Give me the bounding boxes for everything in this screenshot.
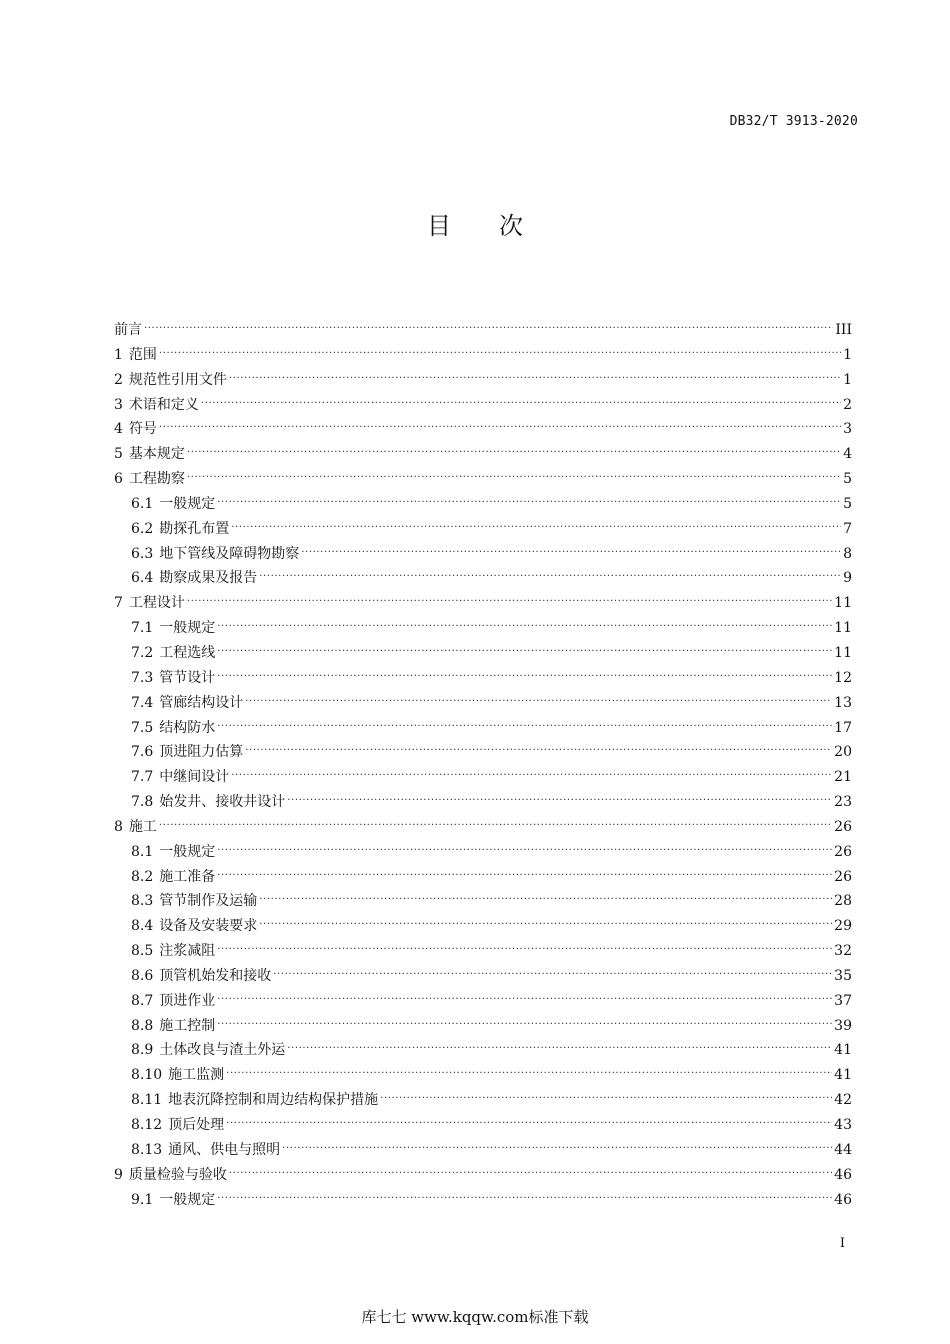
toc-entry-number: 8.10	[131, 1067, 163, 1084]
toc-entry-number: 7.2	[131, 644, 154, 661]
toc-entry-label: 基本规定	[128, 446, 185, 463]
toc-entry-label: 结构防水	[159, 719, 216, 736]
toc-entry-number: 8.5	[131, 943, 154, 960]
toc-entry[interactable]	[114, 641, 852, 666]
toc-entry-page: 12	[834, 669, 852, 686]
toc-entry-page: 21	[834, 769, 852, 786]
toc-entry-number: 6.2	[131, 520, 154, 537]
toc-dot-leader	[231, 767, 832, 781]
toc-entry-label: 注浆减阻	[159, 943, 216, 960]
toc-entry-page: 28	[834, 893, 852, 910]
toc-entry-page: 1	[843, 346, 852, 363]
toc-dot-leader	[217, 494, 841, 508]
toc-entry-number: 8.3	[131, 893, 154, 910]
toc-entry[interactable]	[114, 343, 852, 368]
toc-entry[interactable]	[114, 1063, 852, 1088]
toc-entry-number: 6.1	[131, 495, 154, 512]
toc-dot-leader	[287, 792, 832, 806]
toc-entry-label: 工程勘察	[128, 471, 185, 488]
toc-dot-leader	[217, 718, 832, 732]
toc-dot-leader	[229, 1165, 832, 1179]
toc-entry-page: 5	[843, 495, 852, 512]
toc-dot-leader	[144, 320, 833, 334]
toc-dot-leader	[226, 1115, 832, 1129]
toc-dot-leader	[159, 345, 841, 359]
toc-entry-page: 23	[834, 794, 852, 811]
toc-entry[interactable]	[114, 740, 852, 765]
toc-entry-page: 44	[834, 1141, 852, 1158]
toc-dot-leader	[229, 370, 841, 384]
toc-entry-number: 6.3	[131, 545, 154, 562]
toc-entry-page: 41	[834, 1042, 852, 1059]
toc-entry[interactable]	[114, 591, 852, 616]
toc-entry-page: 7	[843, 520, 852, 537]
toc-entry-label: 规范性引用文件	[128, 371, 227, 388]
toc-entry-number: 6	[114, 471, 123, 488]
toc-entry-page: 11	[834, 620, 852, 637]
toc-entry-page: 11	[834, 644, 852, 661]
toc-entry-label: 施工监测	[168, 1067, 225, 1084]
toc-entry-page: 46	[834, 1166, 852, 1183]
toc-entry[interactable]	[114, 989, 852, 1014]
toc-entry[interactable]	[114, 1014, 852, 1039]
toc-entry-page: 41	[834, 1067, 852, 1084]
toc-entry-number: 8.6	[131, 967, 154, 984]
toc-title	[0, 206, 950, 241]
toc-entry-number: 8.12	[131, 1117, 163, 1133]
toc-entry-number: 3	[114, 396, 123, 413]
toc-dot-leader	[217, 643, 832, 657]
toc-entry-label: 通风、供电与照明	[168, 1141, 281, 1158]
toc-entry[interactable]	[114, 616, 852, 641]
toc-dot-leader	[187, 593, 832, 607]
toc-dot-leader	[201, 395, 841, 409]
toc-entry-page: 5	[843, 471, 852, 488]
toc-entry[interactable]	[114, 542, 852, 567]
toc-entry-page: 46	[834, 1191, 852, 1208]
toc-entry-number: 9	[114, 1166, 123, 1183]
toc-dot-leader	[259, 568, 841, 582]
toc-entry-number: 6.4	[131, 570, 154, 587]
toc-entry[interactable]	[114, 691, 852, 716]
toc-dot-leader	[273, 966, 832, 980]
toc-entry-page: 26	[834, 818, 852, 835]
toc-entry[interactable]	[114, 566, 852, 591]
toc-entry-number: 8.4	[131, 918, 154, 935]
toc-dot-leader	[187, 469, 841, 483]
toc-dot-leader	[301, 544, 841, 558]
toc-entry-label: 施工控制	[159, 1017, 216, 1034]
toc-entry-number: 7.8	[131, 794, 154, 811]
toc-entry-page: 26	[834, 843, 852, 860]
toc-dot-leader	[226, 1065, 832, 1079]
toc-entry[interactable]	[114, 467, 852, 492]
toc-entry[interactable]	[114, 492, 852, 517]
toc-dot-leader	[159, 419, 841, 433]
toc-entry-label: 土体改良与渣土外运	[159, 1042, 286, 1059]
toc-entry-page: 32	[834, 943, 852, 960]
toc-entry-label: 顶管机始发和接收	[159, 967, 272, 984]
toc-entry-number: 8.7	[131, 992, 154, 1009]
toc-entry[interactable]	[114, 790, 852, 815]
toc-entry-number: 7.5	[131, 719, 154, 736]
toc-entry-label: 设备及安装要求	[159, 918, 258, 935]
toc-entry-label: 一般规定	[159, 620, 216, 637]
toc-dot-leader	[217, 991, 832, 1005]
toc-entry-page: 20	[834, 744, 852, 761]
toc-entry-label: 始发井、接收井设计	[159, 794, 286, 811]
toc-entry-number: 5	[114, 446, 123, 463]
toc-entry-label: 一般规定	[159, 843, 216, 860]
toc-entry-number: 8.8	[131, 1017, 154, 1034]
document-code: DB32/T 3913-2020	[729, 114, 858, 129]
toc-entry-page: 9	[843, 570, 852, 587]
toc-entry-number: 2	[114, 371, 123, 388]
toc-entry-label: 中继间设计	[159, 769, 230, 786]
toc-entry[interactable]	[114, 1113, 852, 1138]
toc-entry-label: 前言	[114, 322, 142, 338]
toc-entry[interactable]	[114, 517, 852, 542]
toc-entry[interactable]	[114, 815, 852, 840]
toc-entry-label: 术语和定义	[128, 396, 199, 413]
toc-entry-page: 37	[834, 992, 852, 1009]
toc-dot-leader	[217, 668, 832, 682]
toc-entry[interactable]	[114, 1138, 852, 1163]
toc-dot-leader	[282, 1140, 832, 1154]
toc-entry[interactable]	[114, 1038, 852, 1063]
toc-entry-number: 8.11	[131, 1092, 163, 1109]
toc-dot-leader	[245, 693, 832, 707]
toc-entry-label: 工程设计	[128, 595, 185, 612]
toc-dot-leader	[217, 842, 832, 856]
toc-entry-number: 8.1	[131, 843, 154, 860]
toc-entry-label: 符号	[128, 421, 157, 438]
toc-entry-number: 7	[114, 595, 123, 612]
page-number: I	[839, 1236, 845, 1251]
toc-entry-number: 9.1	[131, 1191, 154, 1208]
toc-entry-page: 42	[834, 1092, 852, 1109]
toc-entry-page: 4	[843, 446, 852, 463]
toc-entry-number: 7.1	[131, 620, 154, 637]
toc-entry-label: 施工准备	[159, 868, 216, 885]
toc-entry-page: 3	[843, 421, 852, 438]
toc-entry-page: 29	[834, 918, 852, 935]
toc-entry-label: 勘察成果及报告	[159, 570, 258, 587]
toc-entry[interactable]	[114, 417, 852, 442]
toc-entry-label: 质量检验与验收	[128, 1166, 227, 1183]
toc-entry-number: 7.7	[131, 769, 154, 786]
toc-entry[interactable]	[114, 1088, 852, 1113]
toc-title-char-1: 目	[427, 212, 451, 240]
toc-entry-page: 39	[834, 1017, 852, 1034]
toc-entry[interactable]	[114, 865, 852, 890]
footer-watermark: 库七七 www.kqqw.com标准下载	[361, 1308, 589, 1326]
toc-entry-number: 7.3	[131, 669, 154, 686]
toc-dot-leader	[159, 817, 832, 831]
toc-entry-label: 管节制作及运输	[159, 893, 258, 910]
toc-entry[interactable]	[114, 1163, 852, 1188]
toc-entry-label: 顶进作业	[159, 992, 216, 1009]
toc-entry-label: 施工	[128, 818, 157, 835]
toc-entry-label: 地下管线及障碍物勘察	[159, 545, 300, 562]
toc-entry-page: 13	[834, 694, 852, 711]
toc-dot-leader	[231, 519, 841, 533]
toc-entry-label: 一般规定	[159, 495, 216, 512]
toc-dot-leader	[287, 1040, 832, 1054]
table-of-contents	[114, 318, 852, 1212]
toc-entry[interactable]	[114, 716, 852, 741]
toc-dot-leader	[217, 867, 832, 881]
toc-entry-page: 26	[834, 868, 852, 885]
toc-entry-label: 范围	[128, 346, 157, 363]
toc-entry-label: 一般规定	[159, 1191, 216, 1208]
toc-entry-number: 1	[114, 346, 123, 363]
toc-dot-leader	[259, 891, 832, 905]
toc-dot-leader	[245, 742, 832, 756]
toc-entry-number: 8	[114, 818, 123, 835]
toc-entry-page: III	[835, 322, 852, 338]
toc-entry[interactable]	[114, 1188, 852, 1213]
toc-entry-label: 地表沉降控制和周边结构保护措施	[168, 1092, 379, 1109]
toc-dot-leader	[187, 444, 841, 458]
toc-entry-label: 顶进阻力估算	[159, 744, 244, 761]
toc-entry[interactable]	[114, 666, 852, 691]
toc-entry[interactable]	[114, 889, 852, 914]
toc-entry[interactable]	[114, 939, 852, 964]
toc-entry-page: 17	[834, 719, 852, 736]
toc-entry-page: 2	[843, 396, 852, 413]
toc-entry-label: 勘探孔布置	[159, 520, 230, 537]
toc-entry[interactable]	[114, 840, 852, 865]
toc-entry-page: 35	[834, 967, 852, 984]
toc-dot-leader	[259, 916, 832, 930]
toc-dot-leader	[217, 618, 832, 632]
toc-entry-number: 7.6	[131, 744, 154, 761]
toc-entry-number: 4	[114, 421, 123, 438]
toc-entry-label: 管节设计	[159, 669, 216, 686]
toc-dot-leader	[217, 1016, 832, 1030]
toc-entry[interactable]	[114, 318, 852, 343]
toc-entry[interactable]	[114, 964, 852, 989]
toc-entry-number: 8.2	[131, 868, 154, 885]
toc-title-char-2: 次	[499, 212, 523, 240]
toc-entry-label: 管廊结构设计	[159, 694, 244, 711]
toc-entry-number: 8.13	[131, 1141, 163, 1158]
toc-entry[interactable]	[114, 368, 852, 393]
toc-entry-page: 43	[834, 1117, 852, 1133]
toc-entry-page: 1	[843, 371, 852, 388]
toc-entry-number: 7.4	[131, 694, 154, 711]
toc-dot-leader	[380, 1090, 832, 1104]
toc-entry-number: 8.9	[131, 1042, 154, 1059]
toc-dot-leader	[217, 941, 832, 955]
toc-entry-label: 工程选线	[159, 644, 216, 661]
toc-entry-label: 顶后处理	[168, 1117, 225, 1133]
toc-entry[interactable]	[114, 442, 852, 467]
toc-dot-leader	[217, 1190, 832, 1204]
toc-entry[interactable]	[114, 914, 852, 939]
toc-entry-page: 8	[843, 545, 852, 562]
toc-entry[interactable]	[114, 765, 852, 790]
toc-entry-page: 11	[834, 595, 852, 612]
toc-entry[interactable]	[114, 393, 852, 418]
